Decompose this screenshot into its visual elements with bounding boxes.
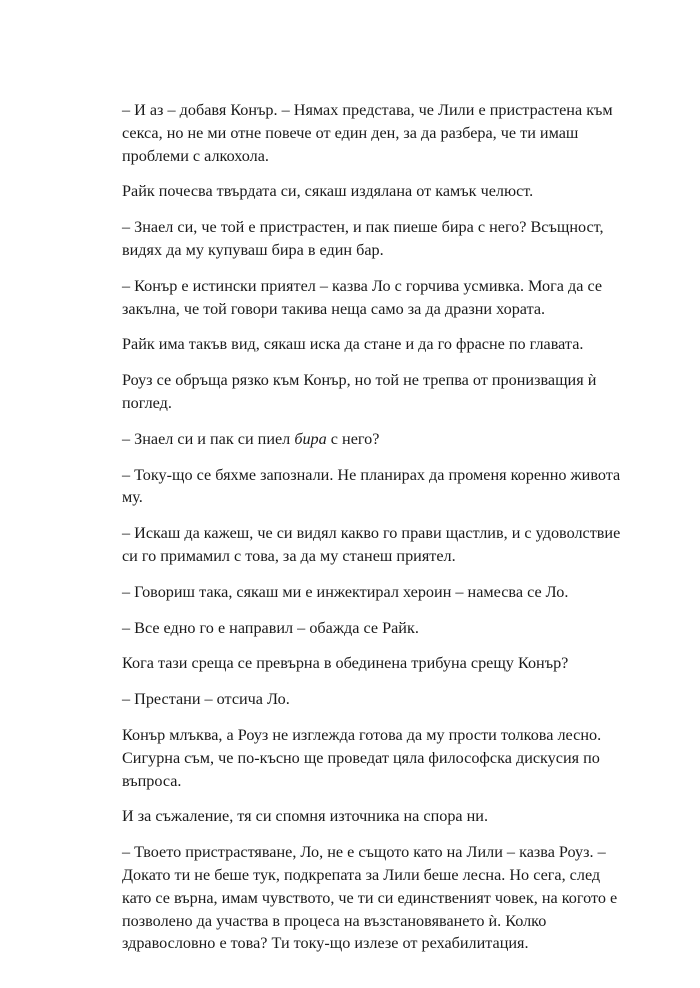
text-line: – Твоето пристрастяване, Ло, не е същото като на Лили – казва Роуз. – (122, 843, 606, 862)
paragraph-15 (122, 805, 600, 828)
text-line: – Престани – отсича Ло. (122, 690, 290, 709)
body-text (122, 99, 621, 968)
paragraph-9 (122, 522, 621, 568)
text-line: Райк има такъв вид, сякаш иска да стане и да го фрасне по главата. (122, 335, 584, 354)
text-line: Сигурна съм, че по-късно ще проведат цяла философска дискусия по (122, 748, 600, 767)
text-line: – Току-що се бяхме запознали. Не планирах да променя коренно живота (122, 465, 621, 484)
text-line: въпроса. (122, 771, 182, 790)
text-line: видях да му купуваш бира в един бар. (122, 240, 384, 259)
text-line: като се върна, имам чувството, че ти си единственият човек, на когото е (122, 888, 618, 907)
text-line: – Все едно го е направил – обажда се Райк. (122, 618, 419, 637)
text-line: му. (122, 488, 143, 507)
paragraph-10 (122, 581, 600, 604)
text-line: – Говориш така, сякаш ми е инжектирал хероин – намесва се Ло. (122, 582, 569, 601)
text-line: Райк почесва твърдата си, сякаш издялана от камък челюст. (122, 182, 534, 201)
text-line: Кога тази среща се превърна в обединена трибуна срещу Конър? (122, 654, 569, 673)
text-line: Конър млъква, а Роуз не изглежда готова да му прости толкова лесно. (122, 725, 602, 744)
text-line: – И аз – добавя Конър. – Нямах представа, че Лили е пристрастена към (122, 101, 613, 119)
paragraph-5 (122, 333, 600, 356)
paragraph-4 (122, 275, 603, 321)
text-line: Роуз се обръща рязко към Конър, но той не трепва от пронизващия ѝ (122, 371, 597, 390)
paragraph-11 (122, 617, 600, 640)
text-line: си го примамил с това, за да му станеш приятел. (122, 546, 456, 565)
text-line: поглед. (122, 393, 172, 412)
paragraph-8 (122, 464, 621, 510)
paragraph-12 (122, 652, 600, 675)
paragraph-2 (122, 180, 600, 203)
text-line: проблеми с алкохола. (122, 146, 269, 165)
text-line: – Конър е истински приятел – казва Ло с горчива усмивка. Мога да се (122, 276, 603, 295)
text-line: – Знаел си, че той е пристрастен, и пак пиеше бира с него? Всъщност, (122, 218, 604, 237)
text-line (122, 428, 600, 451)
paragraph-6 (122, 369, 600, 415)
paragraph-1 (122, 99, 613, 167)
paragraph-3 (122, 216, 604, 262)
text-segment: с него? (326, 429, 380, 448)
text-line: закълна, че той говори такива неща само за да дразни хората. (122, 299, 546, 318)
text-line: Докато ти не беше тук, подкрепата за Лили беше лесна. Но сега, след (122, 865, 601, 884)
text-line: И за съжаление, тя си спомня източника на спора ни. (122, 807, 489, 826)
text-line: здравословно е това? Ти току-що излезе от рехабилитация. (122, 934, 529, 953)
text-line: – Искаш да кажеш, че си видял какво го прави щастлив, и с удоволствие (122, 524, 621, 543)
paragraph-16 (122, 841, 618, 955)
italic-emphasis: бира (294, 429, 327, 448)
paragraph-14 (122, 724, 600, 792)
paragraph-7 (122, 428, 600, 451)
paragraph-13 (122, 688, 600, 711)
text-segment: – Знаел си и пак си пиел (122, 429, 295, 448)
text-line: позволено да участва в процеса на възстановяването ѝ. Колко (122, 911, 547, 930)
text-line: секса, но не ми отне повече от един ден, за да разбера, че ти имаш (122, 123, 579, 142)
